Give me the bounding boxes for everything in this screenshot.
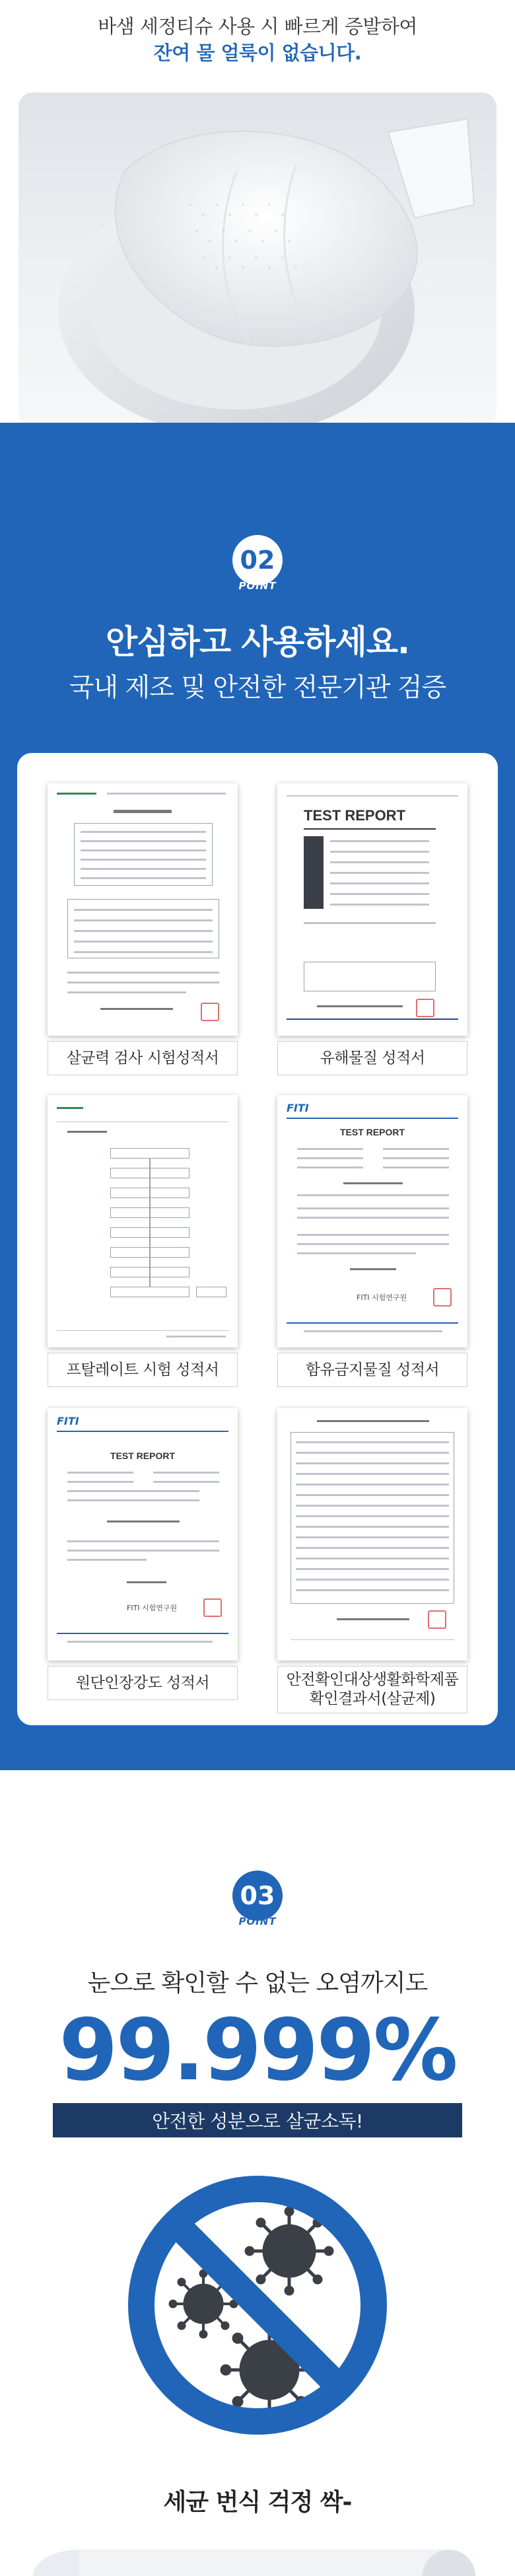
point-label: POINT <box>238 1915 277 1927</box>
doc-heading: TEST REPORT <box>339 1127 405 1137</box>
disinfection-banner: 안전한 성분으로 살균소독! <box>53 2103 462 2137</box>
point-03-badge <box>227 1871 288 1931</box>
certificate-caption: 유해물질 성적서 <box>277 1041 467 1075</box>
certificate-caption: 함유금지물질 성적서 <box>277 1353 467 1387</box>
tissue-roll-image <box>26 2530 489 2576</box>
point-02-badge <box>227 535 288 596</box>
point-number: 03 <box>232 1871 283 1921</box>
intro-line-2: 잔여 물 얼룩이 없습니다. <box>153 42 362 64</box>
point-02-subtitle: 국내 제조 및 안전한 전문기관 검증 <box>69 673 446 703</box>
fiti-logo: FITI <box>287 1102 309 1114</box>
certificate-document-image <box>48 1408 238 1661</box>
point-number: 02 <box>232 535 283 585</box>
certificate-caption: 프탈레이트 시험 성적서 <box>48 1353 238 1387</box>
certificate-caption: 원단인장강도 성적서 <box>48 1666 238 1700</box>
point-03-line-1: 눈으로 확인할 수 없는 오염까지도 <box>87 1970 428 1997</box>
fiti-logo: FITI <box>57 1415 79 1427</box>
certificate-document-image <box>277 1095 467 1347</box>
certificate-caption: 살균력 검사 시험성적서 <box>48 1041 238 1075</box>
certificates-panel <box>17 753 498 1725</box>
point-03-line-2: 세균 번식 걱정 싹- <box>163 2489 352 2516</box>
point-02-section <box>0 423 515 1770</box>
point-03-section <box>0 1770 515 2576</box>
doc-heading: TEST REPORT <box>304 807 406 824</box>
point-02-title: 안심하고 사용하세요. <box>105 623 410 661</box>
point-label: POINT <box>238 580 277 592</box>
certificate-document-image <box>48 1095 238 1347</box>
fiti-lab-name: FITI 시험연구원 <box>357 1293 407 1302</box>
intro-line-1: 바샘 세정티슈 사용 시 빠르게 증발하여 <box>98 15 417 38</box>
intro-section <box>0 0 515 423</box>
certificate-caption: 안전확인대상생활화학제품 확인결과서(살균제) <box>277 1666 467 1713</box>
certificate-document-image <box>48 783 238 1036</box>
fiti-lab-name: FITI 시험연구원 <box>127 1604 178 1612</box>
no-bacteria-icon <box>124 2172 391 2439</box>
doc-heading: TEST REPORT <box>110 1450 175 1461</box>
sterilization-percent: 99.999% <box>59 2001 456 2100</box>
wipe-illustration <box>18 92 497 426</box>
wipe-product-photo <box>18 92 497 426</box>
certificate-document-image <box>277 1408 467 1661</box>
certificate-document-image <box>277 783 467 1036</box>
